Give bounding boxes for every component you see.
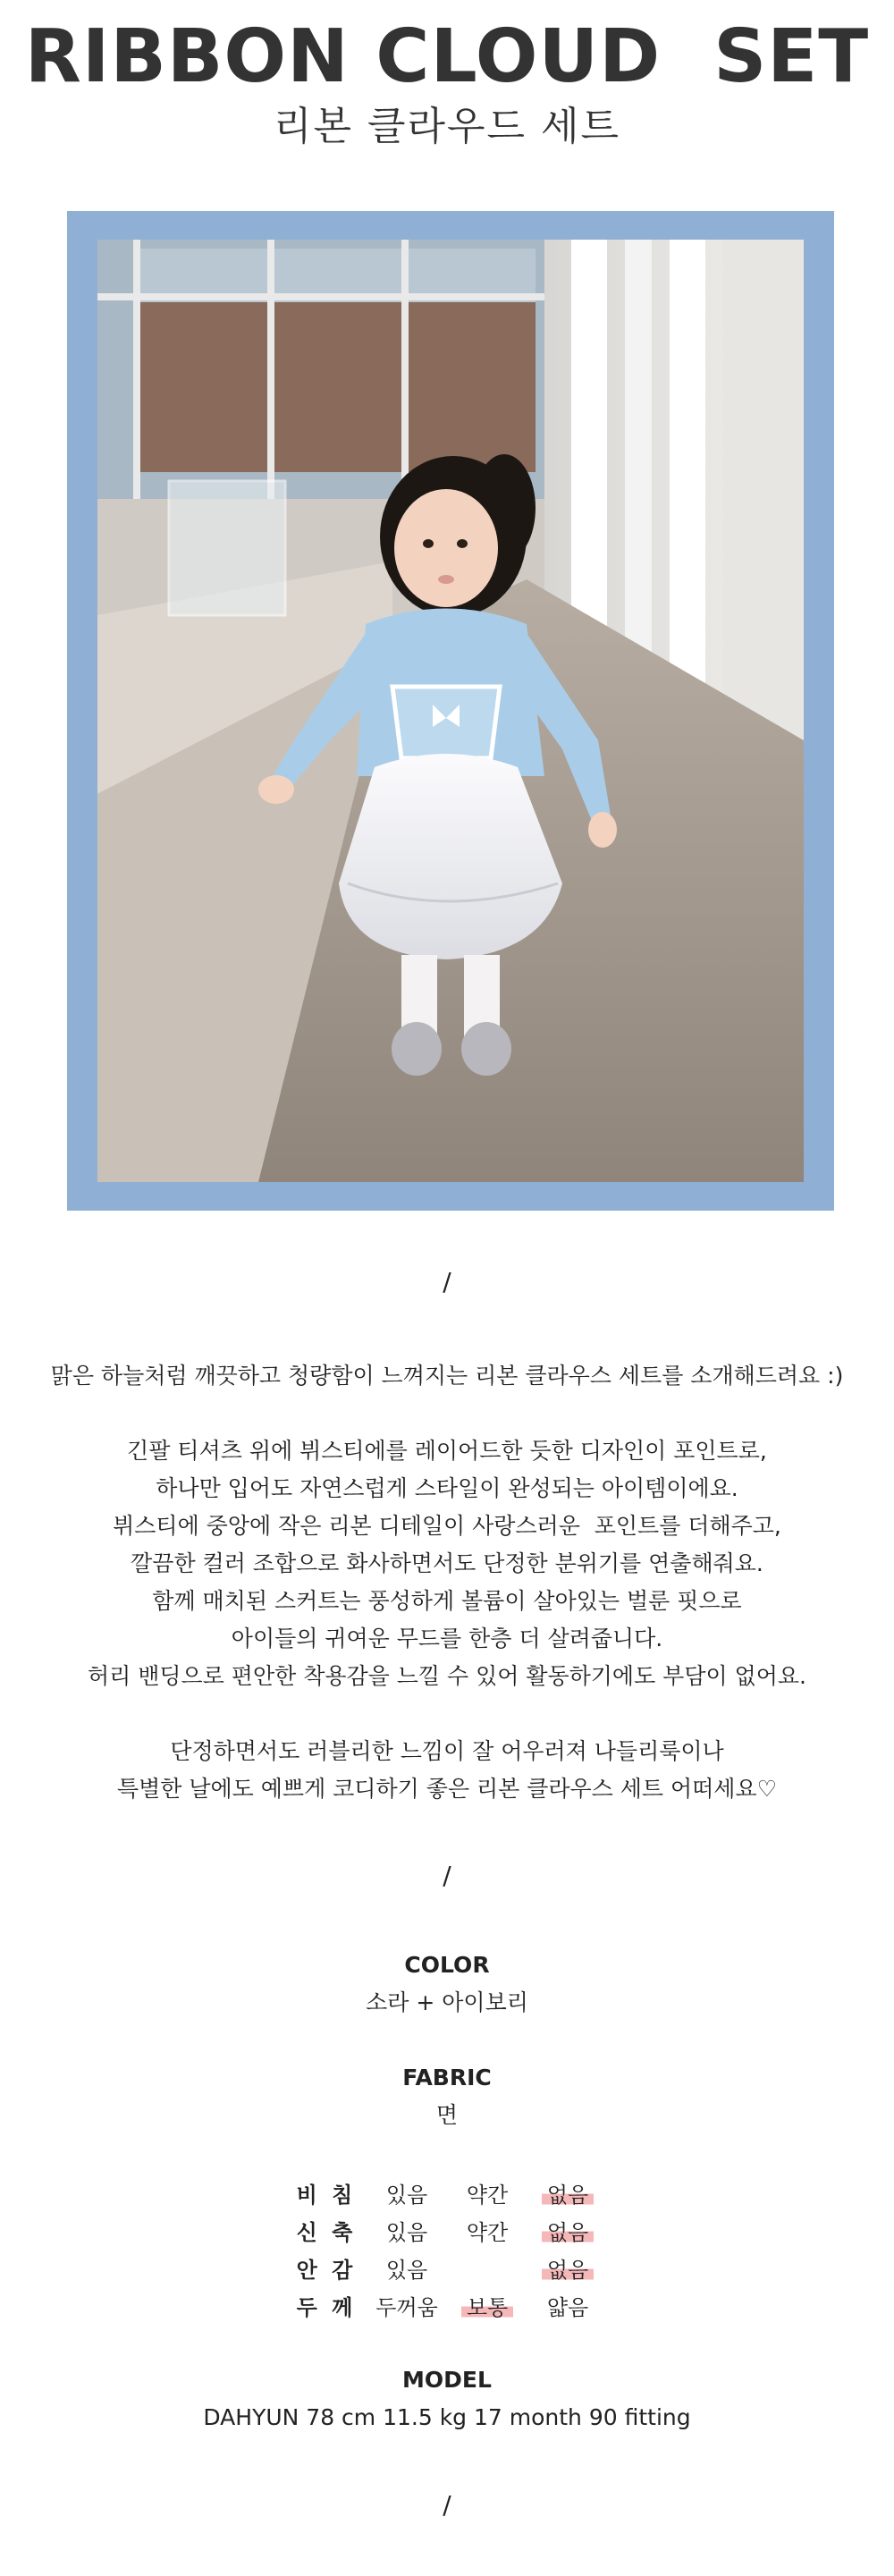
spec-option-label: 얇음 xyxy=(546,2295,589,2320)
spec-row-label: 두 께 xyxy=(296,2295,357,2320)
spec-option xyxy=(447,2289,527,2327)
spec-option xyxy=(367,2251,447,2289)
spec-row-label: 안 감 xyxy=(296,2258,357,2283)
product-subtitle: 리본 클라우드 세트 xyxy=(273,104,620,149)
spec-option xyxy=(527,2251,608,2289)
spec-option-label: 있음 xyxy=(385,2183,428,2208)
description-line: 허리 밴딩으로 편안한 착용감을 느낄 수 있어 활동하기에도 부담이 없어요. xyxy=(88,1663,806,1689)
spec-option-label: 약간 xyxy=(466,2183,509,2208)
description-paragraph-2 xyxy=(0,1733,894,1808)
description-line: 아이들의 귀여운 무드를 한층 더 살려줍니다. xyxy=(231,1626,663,1651)
spec-option-selected: 없음 xyxy=(542,2182,594,2209)
model-label: MODEL xyxy=(402,2367,492,2393)
section-divider: / xyxy=(443,1861,451,1890)
spec-row xyxy=(286,2214,608,2251)
description-line: 하나만 입어도 자연스럽게 스타일이 완성되는 아이템이에요. xyxy=(156,1475,738,1501)
section-divider: / xyxy=(443,2490,451,2520)
spec-row xyxy=(286,2176,608,2214)
spec-option-label: 있음 xyxy=(385,2220,428,2245)
fabric-spec-table xyxy=(286,2176,608,2327)
description-line: 맑은 하늘처럼 깨끗하고 청량함이 느껴지는 리본 클라우스 세트를 소개해드려요 :) xyxy=(50,1363,844,1389)
product-title: RIBBON CLOUD SET xyxy=(24,14,870,99)
spec-option-label: 약간 xyxy=(466,2220,509,2245)
description-line: 깔끔한 컬러 조합으로 화사하면서도 단정한 분위기를 연출해줘요. xyxy=(131,1550,763,1576)
photo-frame xyxy=(67,211,834,1211)
spec-option-label: 있음 xyxy=(385,2258,428,2283)
description-line: 함께 매치된 스커트는 풍성하게 볼륨이 살아있는 벌룬 핏으로 xyxy=(152,1588,742,1614)
spec-row-label: 신 축 xyxy=(296,2220,357,2245)
description-line: 단정하면서도 러블리한 느낌이 잘 어우러져 나들리룩이나 xyxy=(170,1738,724,1764)
spec-option xyxy=(447,2251,527,2289)
section-divider: / xyxy=(443,1267,451,1296)
color-value: 소라 + 아이보리 xyxy=(366,1989,528,2015)
description-line: 특별한 날에도 예쁘게 코디하기 좋은 리본 클라우스 세트 어떠세요♡ xyxy=(116,1776,778,1802)
description-paragraph-1 xyxy=(0,1432,894,1695)
spec-option xyxy=(447,2214,527,2251)
spec-option-label: 두꺼움 xyxy=(375,2295,438,2320)
spec-option xyxy=(527,2214,608,2251)
fabric-value: 면 xyxy=(435,2102,459,2128)
spec-option xyxy=(447,2176,527,2214)
product-photo xyxy=(97,240,804,1182)
fabric-label: FABRIC xyxy=(402,2065,492,2090)
spec-option-selected: 없음 xyxy=(542,2219,594,2246)
description-line: 긴팔 티셔츠 위에 뷔스티에를 레이어드한 듯한 디자인이 포인트로, xyxy=(127,1438,767,1464)
spec-row xyxy=(286,2251,608,2289)
color-label: COLOR xyxy=(404,1952,490,1978)
spec-option xyxy=(367,2289,447,2327)
spec-option xyxy=(367,2176,447,2214)
spec-option-selected: 없음 xyxy=(542,2257,594,2284)
model-value: DAHYUN 78 cm 11.5 kg 17 month 90 fitting xyxy=(203,2404,691,2430)
spec-row-label: 비 침 xyxy=(296,2183,357,2208)
product-photo-illustration xyxy=(97,240,804,1182)
description-intro xyxy=(0,1357,894,1395)
spec-option xyxy=(367,2214,447,2251)
description-line: 뷔스티에 중앙에 작은 리본 디테일이 사랑스러운 포인트를 더해주고, xyxy=(113,1513,781,1539)
spec-option xyxy=(527,2176,608,2214)
spec-option-selected: 보통 xyxy=(461,2294,513,2321)
spec-option xyxy=(527,2289,608,2327)
spec-row xyxy=(286,2289,608,2327)
